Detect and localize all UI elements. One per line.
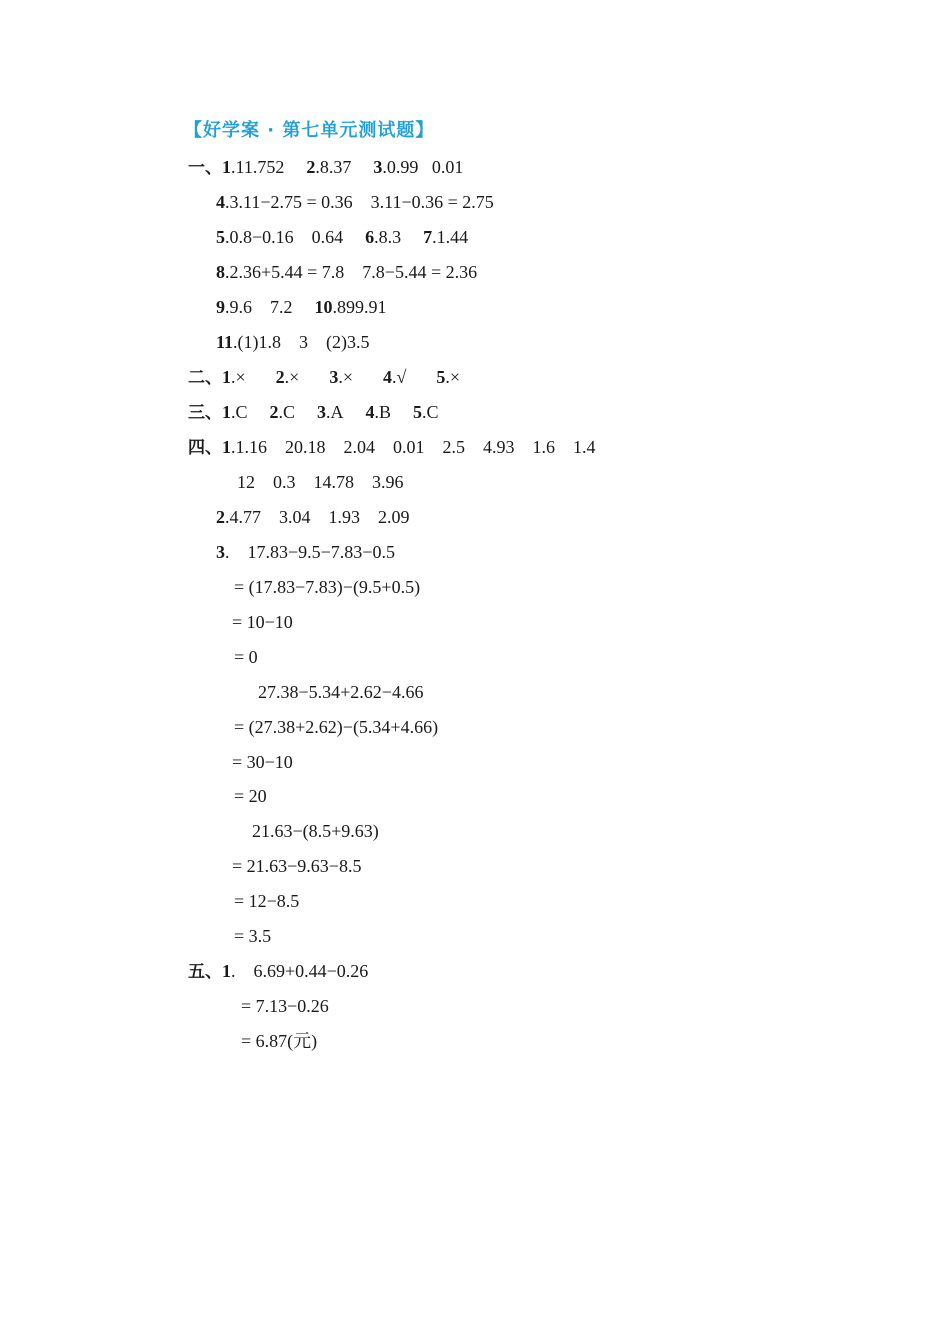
q-number: 2 <box>269 402 279 422</box>
q-number: 9 <box>216 297 225 317</box>
calc-expression: 27.38−5.34+2.62−4.66 <box>258 682 424 702</box>
answer: .1.16 20.18 2.04 0.01 2.5 4.93 1.6 1.4 <box>231 437 596 457</box>
answer: .8.3 <box>374 227 402 247</box>
answer-line-1-11 <box>216 330 370 354</box>
answer: .√ <box>391 367 407 387</box>
answer: .8.37 <box>315 157 352 177</box>
answer-line-1-9 <box>216 295 387 319</box>
answer: .2.36+5.44 = 7.8 7.8−5.44 = 2.36 <box>225 262 478 282</box>
q-number: 1 <box>222 961 231 981</box>
calc-step: = 3.5 <box>234 926 272 946</box>
calc-step: = 0 <box>234 647 258 667</box>
calc-step: = 21.63−9.63−8.5 <box>232 856 362 876</box>
answer: .C <box>231 402 248 422</box>
answer: .× <box>445 367 461 387</box>
answer: . 17.83−9.5−7.83−0.5 <box>225 542 395 562</box>
answer: .3.11−2.75 = 0.36 3.11−0.36 = 2.75 <box>225 192 494 212</box>
q-number: 3 <box>216 542 225 562</box>
q-number: 1 <box>222 437 231 457</box>
answer-line-1-8 <box>216 260 477 284</box>
q-number: 11 <box>216 332 234 352</box>
calc-step: = 6.87(元) <box>241 1031 318 1051</box>
answer: .B <box>374 402 392 422</box>
answer-line-2 <box>188 365 460 390</box>
answer: .C <box>422 402 439 422</box>
answer: .× <box>231 367 246 387</box>
q-number: 4 <box>216 192 225 212</box>
calc-step: = 30−10 <box>232 752 293 772</box>
q-number: 6 <box>365 227 375 247</box>
answer: .0.8−0.16 0.64 <box>225 227 344 247</box>
answer: .1.44 <box>432 227 469 247</box>
q-number: 5 <box>436 367 446 387</box>
answer: .× <box>338 367 353 387</box>
answer: .11.752 <box>231 157 285 177</box>
q-number: 2 <box>275 367 285 387</box>
calc-step: = 10−10 <box>232 612 293 632</box>
section-label-3: 三、 <box>188 403 222 423</box>
q-number: 5 <box>216 227 225 247</box>
calc-expression: 21.63−(8.5+9.63) <box>252 821 379 841</box>
answer-line-1-1 <box>188 155 463 180</box>
calc-step: = (17.83−7.83)−(9.5+0.5) <box>234 577 421 597</box>
answer-line-3 <box>188 400 439 425</box>
answer-line-4-1b: 12 0.3 14.78 3.96 <box>237 472 404 492</box>
calc-step: = 12−8.5 <box>234 891 300 911</box>
section-label-4: 四、 <box>188 438 222 458</box>
calc-step: = 20 <box>234 786 267 806</box>
page-title: 【好学案 · 第七单元测试题】 <box>184 120 435 141</box>
q-number: 2 <box>216 507 225 527</box>
q-number: 3 <box>317 402 327 422</box>
calc-step: = (27.38+2.62)−(5.34+4.66) <box>234 717 439 737</box>
answer: . 6.69+0.44−0.26 <box>231 961 369 981</box>
answer: .C <box>278 402 296 422</box>
answer: .(1)1.8 3 (2)3.5 <box>233 332 370 352</box>
q-number: 2 <box>306 157 316 177</box>
answer: .4.77 3.04 1.93 2.09 <box>225 507 410 527</box>
calc-step: = 7.13−0.26 <box>241 996 329 1016</box>
answer-line-1-5 <box>216 225 468 249</box>
answer-line-5-1 <box>188 959 368 984</box>
q-number: 10 <box>314 297 333 317</box>
q-number: 3 <box>329 367 339 387</box>
q-number: 3 <box>373 157 383 177</box>
q-number: 5 <box>413 402 423 422</box>
answer-line-1-4 <box>216 190 494 214</box>
q-number: 4 <box>382 367 392 387</box>
section-label-1: 一、 <box>188 158 222 178</box>
q-number: 1 <box>222 402 231 422</box>
answer: .0.99 0.01 <box>382 157 464 177</box>
answer-line-4-1 <box>188 435 596 460</box>
section-label-2: 二、 <box>188 368 222 388</box>
q-number: 1 <box>222 367 231 387</box>
answer: .× <box>284 367 300 387</box>
answer-line-4-2 <box>216 505 410 529</box>
section-label-5: 五、 <box>188 962 222 982</box>
q-number: 1 <box>222 157 231 177</box>
answer: .A <box>326 402 344 422</box>
q-number: 4 <box>365 402 375 422</box>
answer: .9.6 7.2 <box>225 297 293 317</box>
q-number: 7 <box>423 227 433 247</box>
q-number: 8 <box>216 262 225 282</box>
answer: .899.91 <box>332 297 387 317</box>
answer-line-4-3 <box>216 540 395 564</box>
